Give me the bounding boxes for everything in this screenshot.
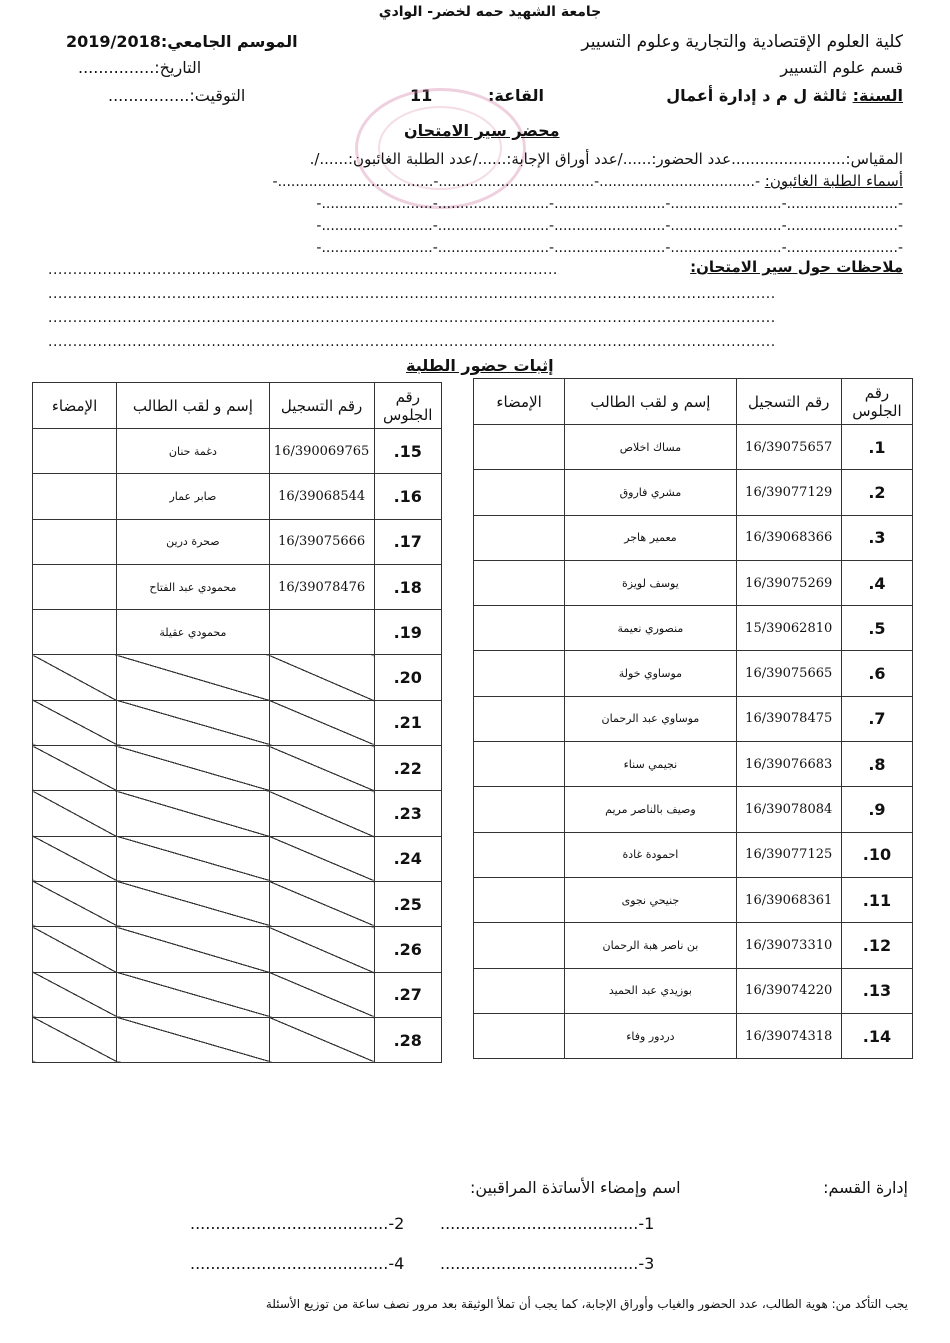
table-row xyxy=(474,968,913,1013)
registration-cell: 16/390069765 xyxy=(269,429,374,474)
registration-cell: 15/39062810 xyxy=(736,606,841,651)
seat-cell: 27. xyxy=(374,972,441,1017)
table-row xyxy=(33,564,442,609)
table-row xyxy=(33,972,442,1017)
seat-cell: 19. xyxy=(374,610,441,655)
signature-cell xyxy=(33,791,117,836)
signature-cell xyxy=(33,700,117,745)
signature-cell xyxy=(474,425,565,470)
student-name-cell: مساك اخلاص xyxy=(565,425,736,470)
signature-cell xyxy=(474,606,565,651)
seat-cell: 28. xyxy=(374,1017,441,1062)
table-row xyxy=(33,610,442,655)
table-row xyxy=(33,474,442,519)
signature-cell xyxy=(33,429,117,474)
department-name: قسم علوم التسيير xyxy=(780,58,903,77)
signature-cell xyxy=(474,696,565,741)
header-signature: الإمضاء xyxy=(474,379,565,425)
notes-dots-3: ................................................................................................................................................... xyxy=(48,310,776,326)
table-row xyxy=(474,606,913,651)
table-row xyxy=(33,655,442,700)
registration-cell: 16/39078475 xyxy=(736,696,841,741)
signature-cell xyxy=(474,1013,565,1058)
absent-dots-1: -...................................-...................................-...................................- xyxy=(272,174,760,190)
attendance-table-right xyxy=(473,378,913,1059)
table-row xyxy=(474,832,913,877)
signature-cell xyxy=(33,519,117,564)
seat-cell: 25. xyxy=(374,881,441,926)
table-row xyxy=(33,429,442,474)
registration-cell xyxy=(269,655,374,700)
hall-value: 11 xyxy=(410,86,433,105)
registration-cell xyxy=(269,700,374,745)
seat-cell: 24. xyxy=(374,836,441,881)
signature-cell xyxy=(474,923,565,968)
proctor-2-line: 2-....................................... xyxy=(190,1214,405,1233)
student-name-cell xyxy=(117,927,270,972)
student-name-cell: بن ناصر هبة الرحمان xyxy=(565,923,736,968)
seat-cell: 3. xyxy=(841,515,912,560)
signature-cell xyxy=(474,560,565,605)
registration-cell xyxy=(269,836,374,881)
notes-label: ملاحظات حول سير الامتحان: xyxy=(690,258,903,276)
header-registration: رقم التسجيل xyxy=(736,379,841,425)
table-row xyxy=(474,425,913,470)
absent-label: أسماء الطلبة الغائبون: xyxy=(764,172,903,190)
registration-cell: 16/39074220 xyxy=(736,968,841,1013)
seat-cell: 8. xyxy=(841,742,912,787)
seat-cell: 16. xyxy=(374,474,441,519)
registration-cell: 16/39077125 xyxy=(736,832,841,877)
seat-cell: 11. xyxy=(841,877,912,922)
student-name-cell: صابر عمار xyxy=(117,474,270,519)
table-row xyxy=(33,836,442,881)
signature-cell xyxy=(474,968,565,1013)
table-row xyxy=(474,923,913,968)
student-name-cell: احمودة غادة xyxy=(565,832,736,877)
absent-line xyxy=(273,172,903,190)
department-signature-label: إدارة القسم: xyxy=(823,1178,908,1197)
registration-cell: 16/39074318 xyxy=(736,1013,841,1058)
proctor-3-line: 3-....................................... xyxy=(440,1254,655,1273)
absent-dots-2: -.........................-.........................-.........................-.........................-.........................- xyxy=(316,196,903,212)
proctors-signature-label: اسم وإمضاء الأساتذة المراقبين: xyxy=(470,1178,681,1197)
registration-cell: 16/39077129 xyxy=(736,470,841,515)
academic-season: الموسم الجامعي:2019/2018 xyxy=(66,32,298,51)
table-row xyxy=(33,791,442,836)
seat-cell: 1. xyxy=(841,425,912,470)
table-row xyxy=(474,560,913,605)
notes-dots-2: ................................................................................................................................................... xyxy=(48,286,776,302)
seat-cell: 26. xyxy=(374,927,441,972)
header-seat: رقم الجلوس xyxy=(374,383,441,429)
signature-cell xyxy=(474,877,565,922)
seat-cell: 14. xyxy=(841,1013,912,1058)
student-name-cell: جنيحي نجوى xyxy=(565,877,736,922)
table-row xyxy=(33,927,442,972)
signature-cell xyxy=(33,1017,117,1062)
seat-cell: 23. xyxy=(374,791,441,836)
student-name-cell xyxy=(117,972,270,1017)
student-name-cell: يوسف لويزة xyxy=(565,560,736,605)
registration-cell: 16/39075666 xyxy=(269,519,374,564)
table-row xyxy=(474,742,913,787)
hall-label: القاعة: xyxy=(487,86,545,105)
signature-cell xyxy=(33,474,117,519)
date-field: التاريخ:............... xyxy=(78,58,202,77)
table-row xyxy=(474,651,913,696)
seat-cell: 20. xyxy=(374,655,441,700)
signature-cell xyxy=(33,746,117,791)
table-row xyxy=(474,787,913,832)
signature-cell xyxy=(474,832,565,877)
seat-cell: 21. xyxy=(374,700,441,745)
measure-line: المقياس:........................عدد الحضور:....../عدد أوراق الإجابة:....../عدد الطلبة الغائبون:....../. xyxy=(309,150,903,168)
seat-cell: 13. xyxy=(841,968,912,1013)
time-field: التوقيت:................ xyxy=(108,86,246,105)
student-name-cell: معمير هاجر xyxy=(565,515,736,560)
student-name-cell xyxy=(117,836,270,881)
seat-cell: 7. xyxy=(841,696,912,741)
registration-cell: 16/39075657 xyxy=(736,425,841,470)
registration-cell xyxy=(269,610,374,655)
seat-cell: 18. xyxy=(374,564,441,609)
registration-cell: 16/39075269 xyxy=(736,560,841,605)
faculty-name: كلية العلوم الإقتصادية والتجارية وعلوم التسيير xyxy=(581,32,903,52)
signature-cell xyxy=(33,655,117,700)
header-seat: رقم الجلوس xyxy=(841,379,912,425)
signature-cell xyxy=(474,742,565,787)
seat-cell: 22. xyxy=(374,746,441,791)
footer-note: يجب التأكد من: هوية الطالب، عدد الحضور والغياب وأوراق الإجابة، كما يجب أن تملأ الوثيقة بعد مرور نصف ساعة من توزيع الأسئلة xyxy=(265,1297,908,1311)
signature-cell xyxy=(474,515,565,560)
year-value: ثالثة ل م د إدارة أعمال xyxy=(666,86,848,105)
absent-dots-3: -.........................-.........................-.........................-.........................-.........................- xyxy=(316,218,903,234)
seat-cell: 10. xyxy=(841,832,912,877)
report-title: محضر سير الامتحان xyxy=(404,121,560,140)
student-name-cell: مشري فاروق xyxy=(565,470,736,515)
attendance-table-left xyxy=(32,382,442,1063)
registration-cell xyxy=(269,927,374,972)
student-name-cell: موساوي عبد الرحمان xyxy=(565,696,736,741)
seat-cell: 2. xyxy=(841,470,912,515)
proctor-4-line: 4-....................................... xyxy=(190,1254,405,1273)
signature-cell xyxy=(474,651,565,696)
registration-cell xyxy=(269,746,374,791)
registration-cell xyxy=(269,972,374,1017)
student-name-cell: وصيف بالناصر مريم xyxy=(565,787,736,832)
student-name-cell xyxy=(117,746,270,791)
student-name-cell: دردور وفاء xyxy=(565,1013,736,1058)
student-name-cell: منصوري نعيمة xyxy=(565,606,736,651)
seat-cell: 9. xyxy=(841,787,912,832)
registration-cell: 16/39068366 xyxy=(736,515,841,560)
university-name: جامعة الشهيد حمه لخضر- الوادي xyxy=(378,4,602,20)
table-row xyxy=(474,515,913,560)
signature-cell xyxy=(474,470,565,515)
header-signature: الإمضاء xyxy=(33,383,117,429)
seat-cell: 6. xyxy=(841,651,912,696)
student-name-cell xyxy=(117,700,270,745)
table-row xyxy=(33,519,442,564)
student-name-cell: نجيمي سناء xyxy=(565,742,736,787)
seat-cell: 4. xyxy=(841,560,912,605)
student-name-cell: دغمة حنان xyxy=(117,429,270,474)
registration-cell: 16/39075665 xyxy=(736,651,841,696)
header-registration: رقم التسجيل xyxy=(269,383,374,429)
registration-cell: 16/39076683 xyxy=(736,742,841,787)
table-row xyxy=(33,1017,442,1062)
table-row xyxy=(33,746,442,791)
notes-dots-1: ....................................................................................................... xyxy=(48,262,558,278)
signature-cell xyxy=(33,564,117,609)
student-name-cell: محمودي عبد الفتاح xyxy=(117,564,270,609)
registration-cell: 16/39073310 xyxy=(736,923,841,968)
table-row xyxy=(474,470,913,515)
seat-cell: 5. xyxy=(841,606,912,651)
seat-cell: 17. xyxy=(374,519,441,564)
registration-cell xyxy=(269,1017,374,1062)
student-name-cell: صحرة درين xyxy=(117,519,270,564)
student-name-cell xyxy=(117,791,270,836)
year-label: السنة: xyxy=(852,86,903,105)
registration-cell: 16/39078084 xyxy=(736,787,841,832)
registration-cell: 16/39068361 xyxy=(736,877,841,922)
registration-cell: 16/39068544 xyxy=(269,474,374,519)
notes-dots-4: ................................................................................................................................................... xyxy=(48,334,776,350)
signature-cell xyxy=(33,927,117,972)
student-name-cell: محمودي عقيلة xyxy=(117,610,270,655)
seat-cell: 12. xyxy=(841,923,912,968)
signature-cell xyxy=(33,972,117,1017)
table-row xyxy=(33,700,442,745)
table-row xyxy=(474,877,913,922)
table-row xyxy=(474,696,913,741)
signature-cell xyxy=(33,881,117,926)
attendance-title: إثبات حضور الطلبة xyxy=(406,356,554,375)
student-name-cell xyxy=(117,881,270,926)
registration-cell xyxy=(269,881,374,926)
proctor-1-line: 1-....................................... xyxy=(440,1214,655,1233)
student-name-cell: بوزيدي عبد الحميد xyxy=(565,968,736,1013)
signature-cell xyxy=(474,787,565,832)
header-name: إسم و لقب الطالب xyxy=(117,383,270,429)
registration-cell xyxy=(269,791,374,836)
absent-dots-4: -.........................-.........................-.........................-.........................-.........................- xyxy=(316,240,903,256)
signature-cell xyxy=(33,836,117,881)
table-row xyxy=(33,881,442,926)
student-name-cell xyxy=(117,1017,270,1062)
seat-cell: 15. xyxy=(374,429,441,474)
signature-cell xyxy=(33,610,117,655)
year-row xyxy=(666,86,903,105)
header-name: إسم و لقب الطالب xyxy=(565,379,736,425)
student-name-cell xyxy=(117,655,270,700)
student-name-cell: موساوي خولة xyxy=(565,651,736,696)
registration-cell: 16/39078476 xyxy=(269,564,374,609)
table-row xyxy=(474,1013,913,1058)
